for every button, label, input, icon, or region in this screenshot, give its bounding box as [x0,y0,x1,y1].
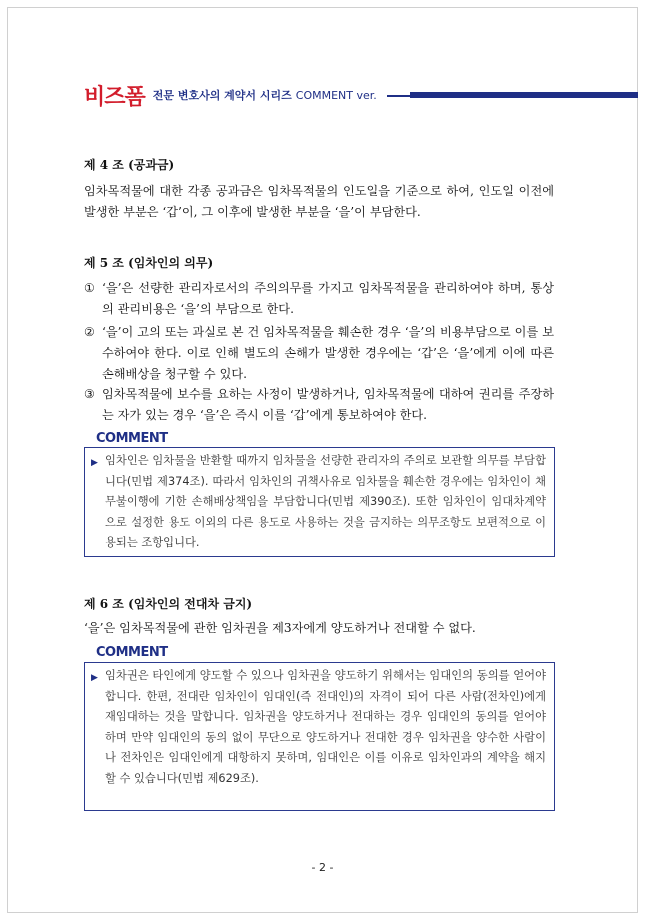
comment-label: COMMENT [96,431,168,446]
comment-box [84,662,555,811]
header-band [410,92,638,98]
item-number: ① [84,281,95,295]
comment-label: COMMENT [96,645,168,660]
series-title: 전문 변호사의 계약서 시리즈 [152,89,292,102]
triangle-bullet-icon: ▶ [91,673,98,683]
comment-box [84,447,555,557]
article-5-item-1 [84,278,554,320]
brand-logo: 비즈폼 [84,84,145,110]
series-header [84,80,638,110]
triangle-bullet-icon: ▶ [91,458,98,468]
item-text: 임차목적물에 보수를 요하는 사정이 발생하거나, 임차목적물에 대하여 권리를 주장하는 자가 있는 경우 ‘을’은 즉시 이를 ‘갑’에게 통보하여야 한다. [102,387,554,422]
item-text: ‘을’이 고의 또는 과실로 본 건 임차목적물을 훼손한 경우 ‘을’의 비용부담으로 이를 보수하여야 한다. 이로 인해 별도의 손해가 발생한 경우에는 ‘갑’은 ‘을’에게 이에 따른 손해배상을 청구할 수 있다. [102,325,554,381]
article-6-title: 제 6 조 (임차인의 전대차 금지) [84,597,253,611]
article-6-body: ‘을’은 임차목적물에 관한 임차권을 제3자에게 양도하거나 전대할 수 없다. [84,621,476,635]
article-5-item-3 [84,384,554,426]
header-title [84,80,387,110]
comment-text: 임차권은 타인에게 양도할 수 있으나 임차권을 양도하기 위해서는 임대인의 동의를 얻어야 합니다. 한편, 전대란 임차인이 임대인(즉 전대인)의 자격이 되어 다른 사람(전차인)에게 재임대하는 것을 말합니다. 임차권을 양도하거나 전대하는 경우 임대인의 동의를 얻어야 하며 만약 임대인의 동의 없이 무단으로 양도하거나 전대한 경우 임차권을 양수한 사람이나 전차인은 임대인에게 대항하지 못하며, 임대인은 이를 이유로 임차인과의 계약을 해지할 수 있습니다(민법 제629조). [105,669,546,785]
item-number: ③ [84,387,95,401]
article-5-title: 제 5 조 (임차인의 의무) [84,256,214,270]
article-5-item-2 [84,322,554,385]
comment-text: 임차인은 임차물을 반환할 때까지 임차물을 선량한 관리자의 주의로 보관할 의무를 부담합니다(민법 제374조). 따라서 임차인의 귀책사유로 임차물을 훼손한 경우에는 임차인이 채무불이행에 기한 손해배상책임을 부담합니다(민법 제390조). 또한 임차인이 임대차계약으로 설정한 용도 이외의 다른 용도로 사용하는 것을 금지하는 의무조항도 보편적으로 이용되는 조항입니다. [105,454,546,550]
page-number: - 2 - [311,861,334,874]
series-version: COMMENT ver. [295,88,377,102]
article-4-title: 제 4 조 (공과금) [84,158,175,172]
item-text: ‘을’은 선량한 관리자로서의 주의의무를 가지고 임차목적물을 관리하여야 하며, 통상의 관리비용은 ‘을’의 부담으로 한다. [102,281,554,316]
article-4-body: 임차목적물에 대한 각종 공과금은 임차목적물의 인도일을 기준으로 하여, 인도일 이전에 발생한 부분은 ‘갑’이, 그 이후에 발생한 부분을 ‘을’이 부담한다. [84,184,554,219]
item-number: ② [84,325,95,339]
